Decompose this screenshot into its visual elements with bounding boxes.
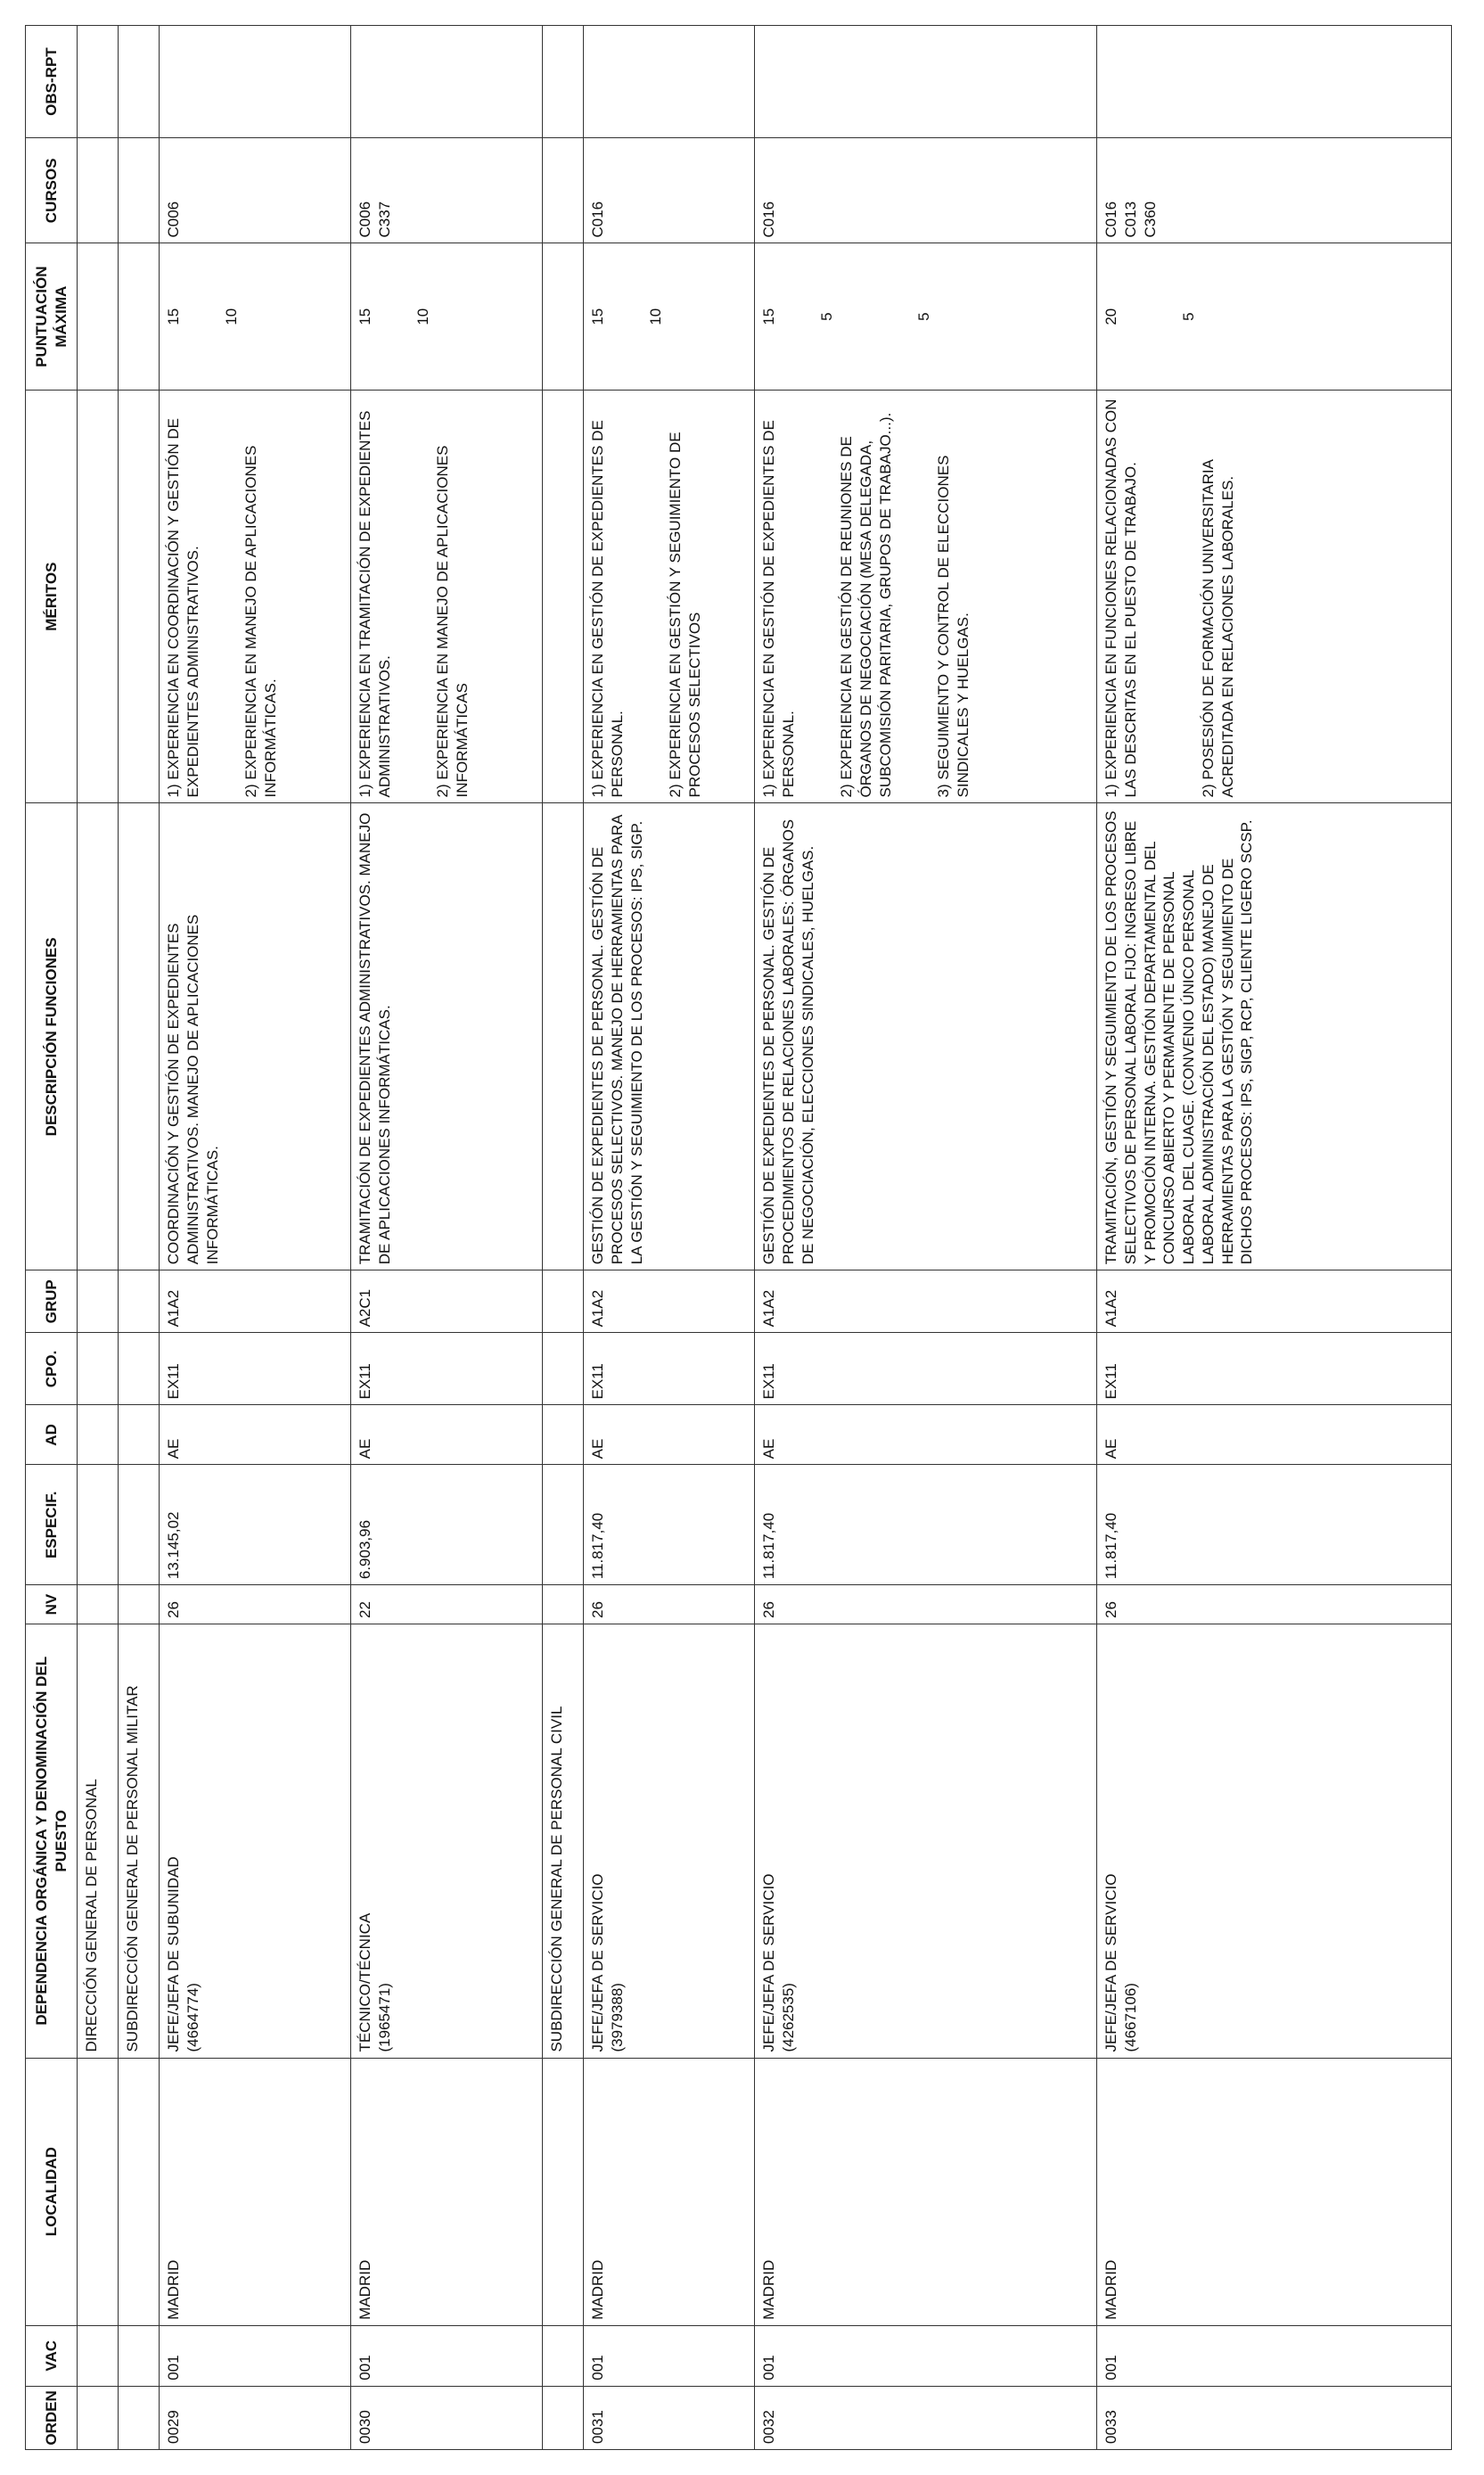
- cell-meritos: 1) EXPERIENCIA EN COORDINACIÓN Y GESTIÓN DE EXPEDIENTES ADMINISTRATIVOS. 2) EXPERIENCIA EN MANEJO DE APLICACIONES INFORMÁTICAS.: [160, 390, 351, 803]
- cell-orden: 0033: [1097, 2386, 1452, 2449]
- cell-obs: [755, 26, 1097, 138]
- cell-ad: AE: [755, 1405, 1097, 1465]
- cell-puesto: JEFE/JEFA DE SUBUNIDAD (4664774): [160, 1624, 351, 2058]
- cell-obs: [351, 26, 543, 138]
- header-row: [26, 26, 78, 2450]
- cell-puntuacion: 20 5: [1097, 243, 1452, 390]
- section-row: [119, 26, 160, 2450]
- cell-obs: [584, 26, 755, 138]
- cell-cpo: EX11: [160, 1333, 351, 1405]
- cell-orden: 0029: [160, 2386, 351, 2449]
- cell-especif: 11.817,40: [755, 1465, 1097, 1585]
- cell-especif: 13.145,02: [160, 1465, 351, 1585]
- table-row: [755, 26, 1097, 2450]
- header-vac: VAC: [26, 2325, 78, 2386]
- cell-localidad: MADRID: [755, 2058, 1097, 2325]
- header-cursos: CURSOS: [26, 138, 78, 243]
- header-grup: GRUP: [26, 1270, 78, 1333]
- cell-puesto: JEFE/JEFA DE SERVICIO (4262535): [755, 1624, 1097, 2058]
- cell-cursos: C016 C013 C360: [1097, 138, 1452, 243]
- cell-funciones: COORDINACIÓN Y GESTIÓN DE EXPEDIENTES ADMINISTRATIVOS. MANEJO DE APLICACIONES INFORMÁTICAS.: [160, 803, 351, 1270]
- cell-puntuacion: 15 10: [351, 243, 543, 390]
- cell-vac: 001: [351, 2325, 543, 2386]
- cell-ad: AE: [584, 1405, 755, 1465]
- header-descripcion: DESCRIPCIÓN FUNCIONES: [26, 803, 78, 1270]
- cell-funciones: GESTIÓN DE EXPEDIENTES DE PERSONAL. GESTIÓN DE PROCEDIMIENTOS DE RELACIONES LABORALES: ÓRGANOS DE NEGOCIACIÓN, ELECCIONES SINDICALES, HUELGAS.: [755, 803, 1097, 1270]
- header-obs: OBS-RPT: [26, 26, 78, 138]
- cell-grup: A1A2: [160, 1270, 351, 1333]
- cell-vac: 001: [160, 2325, 351, 2386]
- header-ad: AD: [26, 1405, 78, 1465]
- cell-ad: AE: [160, 1405, 351, 1465]
- header-meritos: MÉRITOS: [26, 390, 78, 803]
- cell-grup: A2C1: [351, 1270, 543, 1333]
- cell-puntuacion: 15 10: [584, 243, 755, 390]
- header-nv: NV: [26, 1585, 78, 1624]
- cell-meritos: 1) EXPERIENCIA EN FUNCIONES RELACIONADAS CON LAS DESCRITAS EN EL PUESTO DE TRABAJO. 2) POSESIÓN DE FORMACIÓN UNIVERSITARIA ACREDITADA EN RELACIONES LABORALES.: [1097, 390, 1452, 803]
- section-militar: SUBDIRECCIÓN GENERAL DE PERSONAL MILITAR: [119, 1624, 160, 2058]
- cell-funciones: GESTIÓN DE EXPEDIENTES DE PERSONAL. GESTIÓN DE PROCESOS SELECTIVOS. MANEJO DE HERRAMIENTAS PARA LA GESTIÓN Y SEGUIMIENTO DE LOS PROCESOS: IPS, SIGP.: [584, 803, 755, 1270]
- cell-ad: AE: [1097, 1405, 1452, 1465]
- cell-ad: AE: [351, 1405, 543, 1465]
- cell-nv: 26: [584, 1585, 755, 1624]
- cell-meritos: 1) EXPERIENCIA EN GESTIÓN DE EXPEDIENTES DE PERSONAL. 2) EXPERIENCIA EN GESTIÓN DE REUNIONES DE ÓRGANOS DE NEGOCIACIÓN (MESA DELEGADA, SUBCOMISIÓN PARITARIA, GRUPOS DE TRABAJO...). 3) SEGUIMIENTO Y CONTROL DE ELECCIONES SINDICALES Y HUELGAS.: [755, 390, 1097, 803]
- header-puntuacion: PUNTUACIÓN MÁXIMA: [26, 243, 78, 390]
- cell-nv: 26: [160, 1585, 351, 1624]
- cell-cursos: C006 C337: [351, 138, 543, 243]
- cell-grup: A1A2: [1097, 1270, 1452, 1333]
- section-civil: SUBDIRECCIÓN GENERAL DE PERSONAL CIVIL: [543, 1624, 584, 2058]
- cell-localidad: MADRID: [1097, 2058, 1452, 2325]
- cell-funciones: TRAMITACIÓN, GESTIÓN Y SEGUIMIENTO DE LOS PROCESOS SELECTIVOS DE PERSONAL LABORAL FIJO: INGRESO LIBRE Y PROMOCIÓN INTERNA. GESTIÓN DEPARTAMENTAL DEL CONCURSO ABIERTO Y PERMANENTE DE PERSONAL LABORAL DEL CUAGE. (CONVENIO ÚNICO PERSONAL LABORAL ADMINISTRACIÓN DEL ESTADO) MANEJO DE HERRAMIENTAS PARA LA GESTIÓN Y SEGUIMIENTO DE DICHOS PROCESOS: IPS, SIGP, RCP, CLIENTE LIGERO SCSP.: [1097, 803, 1452, 1270]
- cell-cursos: C016: [755, 138, 1097, 243]
- cell-meritos: 1) EXPERIENCIA EN TRAMITACIÓN DE EXPEDIENTES ADMINISTRATIVOS. 2) EXPERIENCIA EN MANEJO DE APLICACIONES INFORMÁTICAS: [351, 390, 543, 803]
- vacancies-table: [25, 25, 1452, 2450]
- cell-vac: 001: [755, 2325, 1097, 2386]
- cell-vac: 001: [1097, 2325, 1452, 2386]
- cell-nv: 26: [1097, 1585, 1452, 1624]
- table-row: [1097, 26, 1452, 2450]
- cell-especif: 6.903,96: [351, 1465, 543, 1585]
- cell-meritos: 1) EXPERIENCIA EN GESTIÓN DE EXPEDIENTES DE PERSONAL. 2) EXPERIENCIA EN GESTIÓN Y SEGUIMIENTO DE PROCESOS SELECTIVOS: [584, 390, 755, 803]
- header-localidad: LOCALIDAD: [26, 2058, 78, 2325]
- table-row: [351, 26, 543, 2450]
- table-row: [160, 26, 351, 2450]
- cell-puesto: JEFE/JEFA DE SERVICIO (4667106): [1097, 1624, 1452, 2058]
- header-orden: ORDEN: [26, 2386, 78, 2449]
- cell-orden: 0032: [755, 2386, 1097, 2449]
- cell-cursos: C016: [584, 138, 755, 243]
- section-direccion: DIRECCIÓN GENERAL DE PERSONAL: [78, 1624, 119, 2058]
- cell-cpo: EX11: [584, 1333, 755, 1405]
- cell-cpo: EX11: [1097, 1333, 1452, 1405]
- section-row: [78, 26, 119, 2450]
- cell-puntuacion: 15 10: [160, 243, 351, 390]
- header-dependencia: DEPENDENCIA ORGÁNICA Y DENOMINACIÓN DEL PUESTO: [26, 1624, 78, 2058]
- cell-localidad: MADRID: [351, 2058, 543, 2325]
- cell-nv: 26: [755, 1585, 1097, 1624]
- table-row: [584, 26, 755, 2450]
- cell-cpo: EX11: [755, 1333, 1097, 1405]
- cell-obs: [160, 26, 351, 138]
- cell-grup: A1A2: [584, 1270, 755, 1333]
- cell-nv: 22: [351, 1585, 543, 1624]
- cell-orden: 0030: [351, 2386, 543, 2449]
- cell-obs: [1097, 26, 1452, 138]
- cell-cursos: C006: [160, 138, 351, 243]
- header-especif: ESPECIF.: [26, 1465, 78, 1585]
- cell-funciones: TRAMITACIÓN DE EXPEDIENTES ADMINISTRATIVOS. MANEJO DE APLICACIONES INFORMÁTICAS.: [351, 803, 543, 1270]
- section-row: [543, 26, 584, 2450]
- cell-vac: 001: [584, 2325, 755, 2386]
- cell-localidad: MADRID: [160, 2058, 351, 2325]
- cell-especif: 11.817,40: [1097, 1465, 1452, 1585]
- cell-puesto: TÉCNICO/TÉCNICA (1965471): [351, 1624, 543, 2058]
- cell-puesto: JEFE/JEFA DE SERVICIO (3979388): [584, 1624, 755, 2058]
- cell-especif: 11.817,40: [584, 1465, 755, 1585]
- cell-grup: A1A2: [755, 1270, 1097, 1333]
- cell-puntuacion: 15 5 5: [755, 243, 1097, 390]
- cell-cpo: EX11: [351, 1333, 543, 1405]
- cell-orden: 0031: [584, 2386, 755, 2449]
- header-cpo: CPO.: [26, 1333, 78, 1405]
- cell-localidad: MADRID: [584, 2058, 755, 2325]
